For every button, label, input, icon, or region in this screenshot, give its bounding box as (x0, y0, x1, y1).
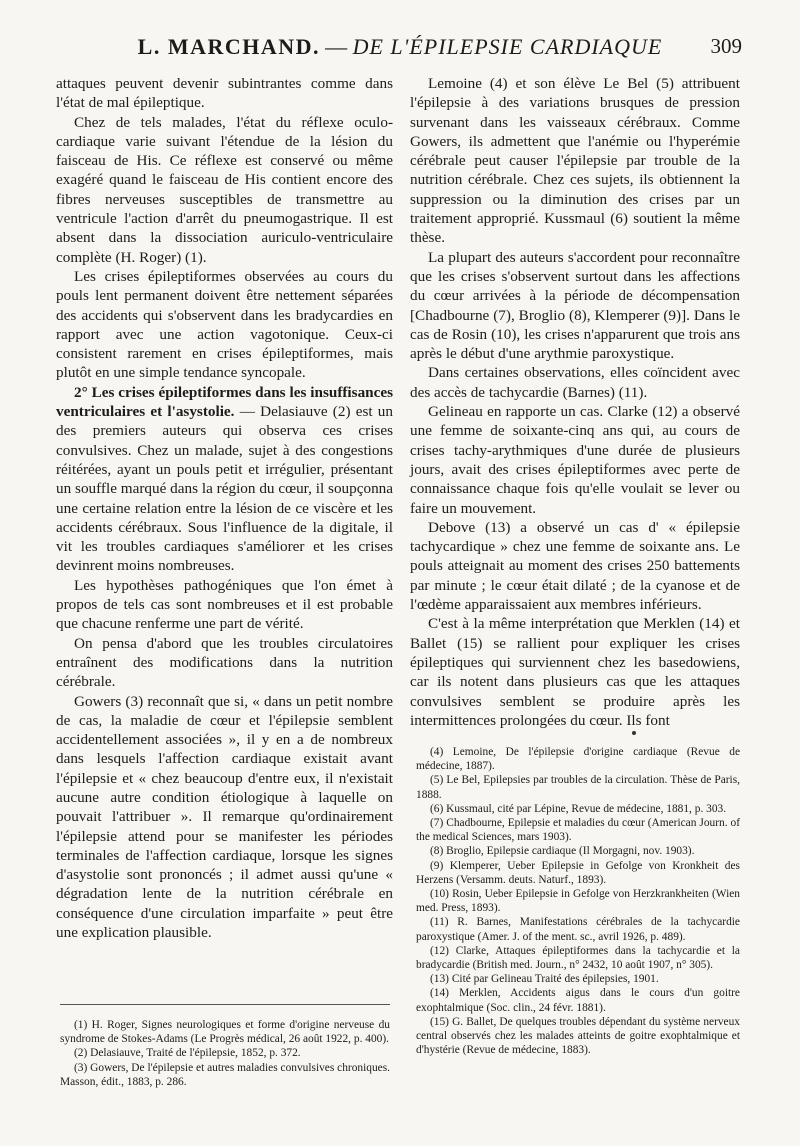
footnote: (15) G. Ballet, De quelques troubles dépendant du système nerveux central observés chez les malades atteints de goitre exophtalmique et d'hystérie (Revue de médecine, 1883). (416, 1015, 740, 1057)
header-work-title: DE L'ÉPILEPSIE CARDIAQUE (352, 34, 663, 59)
paragraph: Les crises épileptiformes observées au cours du pouls lent permanent doivent être nettement séparées des accidents qui s'observent dans les bradycardies en rapport avec une action vagotonique. Ceux-ci consistent rarement en crises épileptiformes, mais plutôt en une simple tendance syncopale. (56, 267, 393, 382)
footnote: (11) R. Barnes, Manifestations cérébrales de la tachycardie paroxystique (Amer. J. of the ment. sc., avril 1926, p. 489). (416, 916, 740, 943)
paragraph: Lemoine (4) et son élève Le Bel (5) attribuent l'épilepsie à des variations brusques de pression survenant dans les vaisseaux cérébraux. Comme Gowers, ils admettent que l'anémie ou l'hyperémie cérébrale peut causer l'épilepsie par trouble de la nutrition cérébrale. Chez ces sujets, ils obtiennent la suppression ou la diminution des crises par un traitement approprié. Kussmaul (6) soutient la même thèse. (410, 75, 740, 247)
running-title (0, 34, 800, 60)
right-column (410, 74, 740, 730)
paragraph: Debove (13) a observé un cas d' « épilepsie tachycardique » chez une femme de soixante ans. Le pouls atteignait au moment des crises 250 battements par minute ; le cœur était dilaté ; de la cyanose et de l'œdème apparaissaient aux membres inférieurs. (410, 518, 740, 614)
running-header (0, 34, 800, 74)
paragraph: Chez de tels malades, l'état du réflexe oculo-cardiaque varie suivant l'étendue de la lésion du faisceau de His. Ce réflexe est conservé ou même exagéré quand le faisceau de His contient encore des fibres nerveuses susceptibles de transmettre au ventricule l'action d'arrêt du pneumogastrique. Il est absent dans la dissociation auriculo-ventriculaire complète (H. Roger) (1). (56, 113, 393, 266)
footnote: (6) Kussmaul, cité par Lépine, Revue de médecine, 1881, p. 303. (430, 802, 727, 815)
paragraph: On pensa d'abord que les troubles circulatoires entraînent des modifications dans la nutrition cérébrale. (56, 634, 393, 691)
paragraph (56, 383, 393, 576)
paragraph: C'est à la même interprétation que Merklen (14) et Ballet (15) se rallient pour expliquer les crises épileptiques qui surviennent chez les basedowiens, car ils notent dans plusieurs cas que les attaques convulsives semblent se produire après les intermittences prolongées du cœur. Ils font (410, 615, 740, 729)
footnote: (7) Chadbourne, Epilepsie et maladies du cœur (American Journ. of the medical Sciences, mars 1903). (416, 817, 740, 844)
page-number: 309 (710, 34, 742, 58)
left-column (56, 74, 393, 942)
paragraph: Gelineau en rapporte un cas. Clarke (12) a observé une femme de soixante-cinq ans qui, au cours de crises tachy-arythmiques d'une durée de plusieurs jours, avait des crises épileptiformes avec perte de connaissance chaque fois qu'elle voulait se lever ou faire un mouvement. (410, 403, 740, 517)
footnote: (9) Klemperer, Ueber Epilepsie in Gefolge von Kronkheit des Herzens (Versamm. deuts. Naturf., 1893). (416, 859, 740, 886)
footnote: (1) H. Roger, Signes neurologiques et forme d'origine nerveuse du syndrome de Stokes-Adams (Le Progrès médical, 26 août 1922, p. 400). (60, 1019, 390, 1046)
footnote: (2) Delasiauve, Traité de l'épilepsie, 1852, p. 372. (74, 1047, 301, 1060)
separator-dot (632, 731, 636, 735)
footnote-rule (60, 1004, 390, 1005)
footnote: (8) Broglio, Epilepsie cardiaque (Il Morgagni, nov. 1903). (430, 845, 695, 858)
header-separator: — (325, 34, 348, 59)
footnote: (4) Lemoine, De l'épilepsie d'origine cardiaque (Revue de médecine, 1887). (416, 746, 740, 773)
paragraph: attaques peuvent devenir subintrantes comme dans l'état de mal épileptique. (56, 75, 393, 112)
paragraph: Les hypothèses pathogéniques que l'on émet à propos de tels cas sont nombreuses et il est probable que chacune renferme une part de vérité. (56, 576, 393, 633)
footnote: (13) Cité par Gelineau Traité des épilepsies, 1901. (430, 973, 659, 986)
footnote: (3) Gowers, De l'épilepsie et autres maladies convulsives chroniques. Masson, édit., 1883, p. 286. (60, 1061, 390, 1088)
paragraph: Dans certaines observations, elles coïncident avec des accès de tachycardie (Barnes) (11). (410, 364, 740, 401)
paragraph: Gowers (3) reconnaît que si, « dans un petit nombre de cas, la maladie de cœur et l'épilepsie semblent accidentellement associées », il y en a de nombreux dans lesquels l'affection cardiaque existait avant l'épilepsie et « chez beaucoup d'entre eux, il n'existait aucune autre condition étiologique à laquelle on pouvait l'attribuer ». Il remarque qu'ordinairement l'épilepsie attend pour se manifester les périodes terminales de l'affection cardiaque, lorsque les signes d'asystolie sont prononcés ; il admet aussi qu'une « dégradation lente de la nutrition cérébrale en conséquence d'une circulation imparfaite » peut être une explication plausible. (56, 692, 393, 942)
paragraph-text: — Delasiauve (2) est un des premiers auteurs qui observa ces crises convulsives. Chez un malade, sujet à des congestions réitérées, ayant un pouls petit et irrégulier, présentant un souffle marqué dans la région du cœur, il soupçonna une certaine relation entre la lésion de ce viscère et les accidents cérébraux. Sous l'influence de la digitale, il vit les troubles cardiaques s'améliorer et les crises devinrent moins nombreuses. (56, 403, 393, 575)
footnote: (14) Merklen, Accidents aigus dans le cours d'un goitre exophtalmique (Soc. clin., 24 févr. 1881). (416, 987, 740, 1014)
section-subheading: 2° Les crises épileptiformes dans les insuffisances ventriculaires et l'asystolie. (56, 383, 393, 421)
right-footnotes (416, 745, 740, 1057)
left-footnotes (60, 1018, 390, 1089)
paragraph: La plupart des auteurs s'accordent pour reconnaître que les crises s'observent surtout dans les affections du cœur arrivées à la période de décompensation [Chadbourne (7), Broglio (8), Klemperer (9)]. Dans le cas de Rosin (10), les crises n'apparurent que trois ans après le début d'une arythmie paroxystique. (410, 248, 740, 363)
header-author: L. MARCHAND. (137, 34, 321, 59)
footnote: (12) Clarke, Attaques épileptiformes dans la tachycardie et la bradycardie (British med. Journ., n° 2432, 10 août 1907, n° 305). (416, 944, 740, 972)
footnote: (10) Rosin, Ueber Epilepsie in Gefolge von Herzkrankheiten (Wien med. Press, 1893). (416, 888, 740, 915)
footnote: (5) Le Bel, Epilepsies par troubles de la circulation. Thèse de Paris, 1888. (416, 774, 740, 801)
